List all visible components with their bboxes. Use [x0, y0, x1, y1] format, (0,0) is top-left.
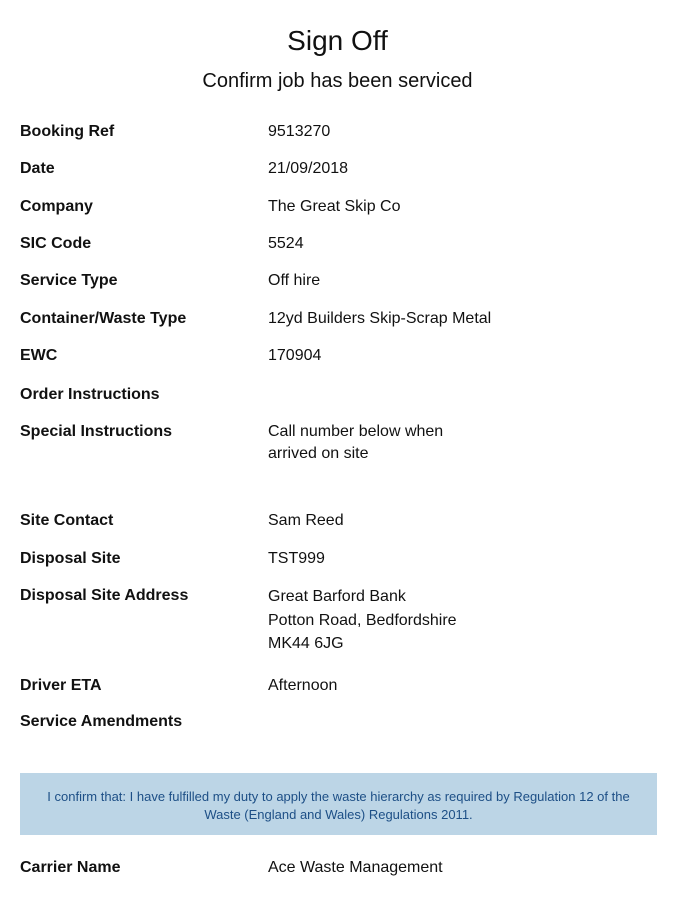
- detail-label: Service Amendments: [20, 713, 183, 730]
- detail-value-line: Potton Road, Bedfordshire: [268, 611, 457, 629]
- detail-value: 5524: [268, 235, 304, 252]
- detail-value: 170904: [268, 347, 322, 364]
- waste-hierarchy-confirmation: I confirm that: I have fulfilled my duty to apply the waste hierarchy as required by Regulation 12 of the Waste (England and Wales) Regulations 2011.: [20, 773, 657, 835]
- detail-label: EWC: [20, 347, 58, 364]
- detail-label: Driver ETA: [20, 677, 102, 694]
- detail-value: Afternoon: [268, 677, 338, 694]
- page-title: Sign Off: [287, 25, 388, 56]
- detail-label: Disposal Site Address: [20, 587, 189, 604]
- detail-value-line: MK44 6JG: [268, 635, 344, 652]
- detail-value-line: arrived on site: [268, 445, 369, 462]
- detail-label: Site Contact: [20, 512, 114, 529]
- detail-label: Disposal Site: [20, 550, 121, 567]
- detail-value: The Great Skip Co: [268, 198, 401, 215]
- detail-label: Service Type: [20, 272, 118, 289]
- detail-label: Company: [20, 198, 93, 215]
- detail-label: SIC Code: [20, 235, 92, 252]
- detail-label: Container/Waste Type: [20, 310, 187, 327]
- detail-label: Booking Ref: [20, 123, 115, 140]
- detail-value: Sam Reed: [268, 512, 344, 529]
- detail-value: 21/09/2018: [268, 160, 349, 177]
- detail-label: Date: [20, 160, 55, 177]
- detail-value: [268, 585, 648, 656]
- detail-value: Ace Waste Management: [268, 859, 443, 876]
- detail-value: 9513270: [268, 123, 331, 140]
- detail-label: Order Instructions: [20, 386, 160, 403]
- detail-value-line: Call number below when: [268, 423, 444, 440]
- page-subtitle: Confirm job has been serviced: [202, 70, 473, 92]
- detail-value: [268, 421, 648, 465]
- detail-value-line: Great Barford Bank: [268, 588, 406, 605]
- detail-value: 12yd Builders Skip-Scrap Metal: [268, 310, 492, 327]
- detail-value: TST999: [268, 550, 325, 567]
- detail-value: Off hire: [268, 272, 321, 289]
- detail-label: Carrier Name: [20, 859, 121, 876]
- detail-label: Special Instructions: [20, 423, 173, 440]
